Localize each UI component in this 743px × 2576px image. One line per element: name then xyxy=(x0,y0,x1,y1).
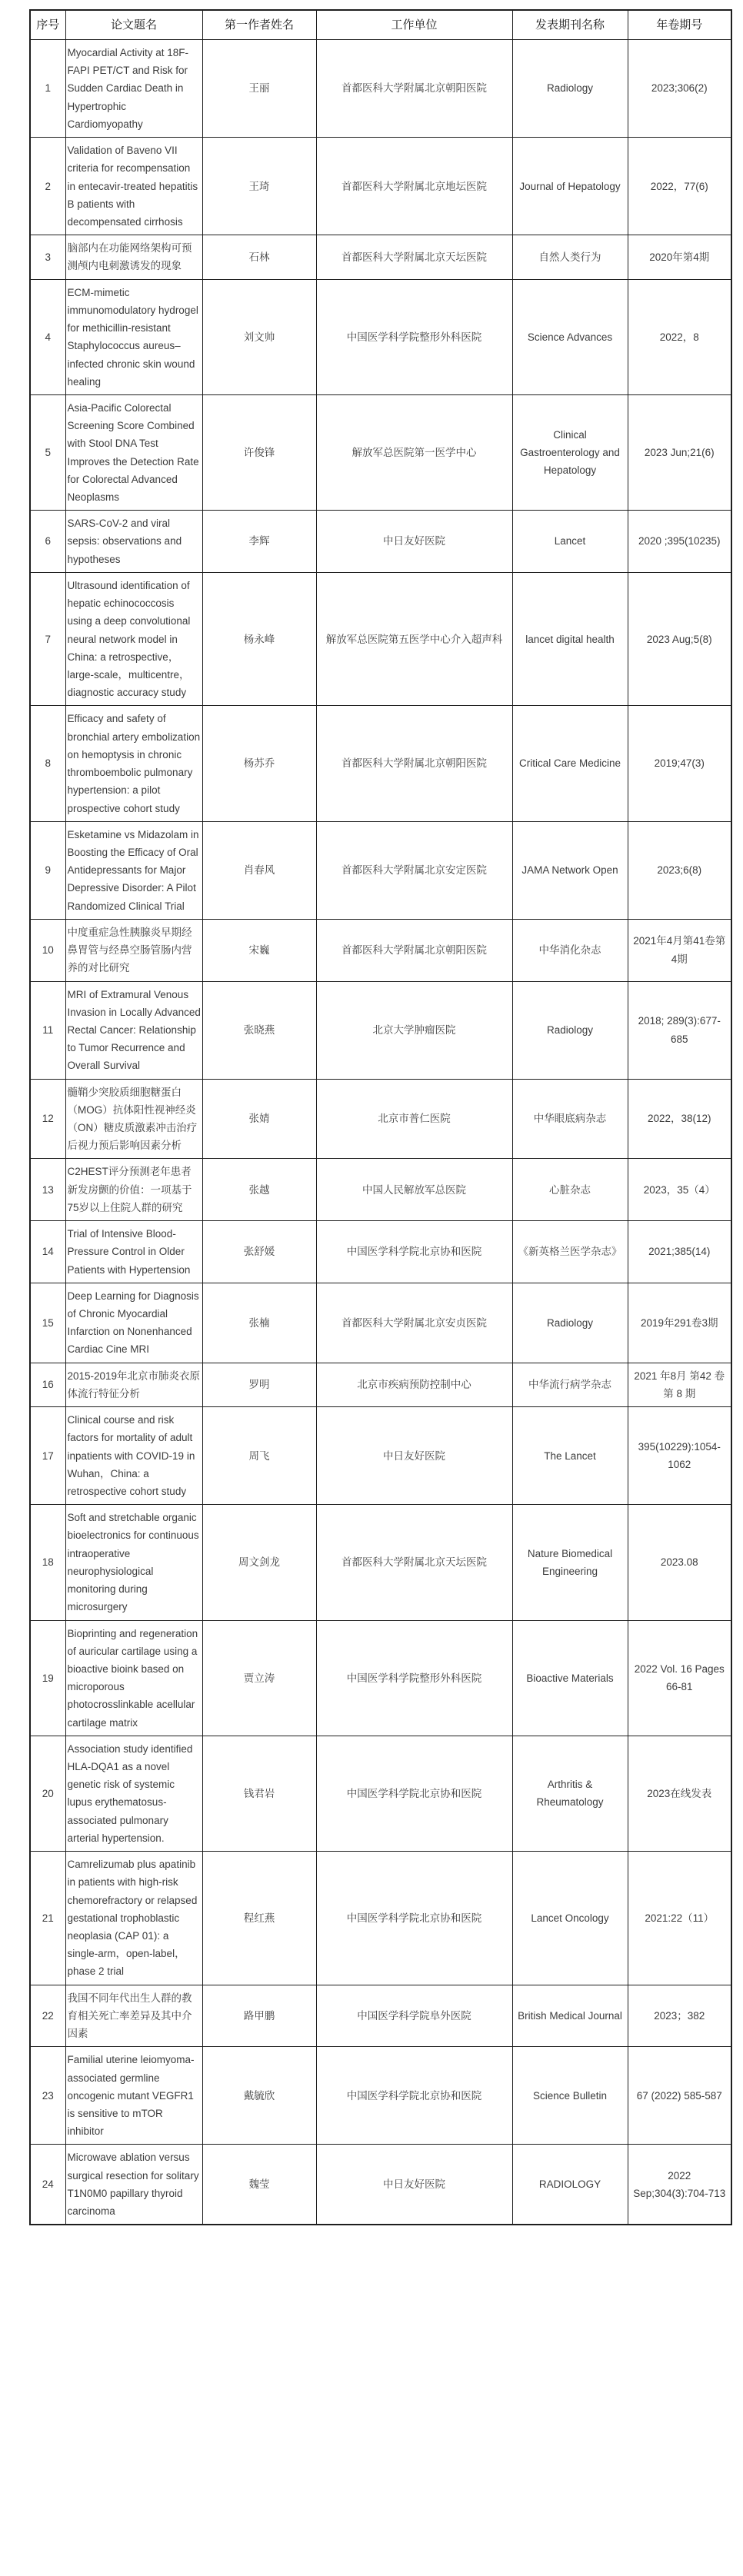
cell-journal: 心脏杂志 xyxy=(512,1159,628,1221)
cell-issue: 2019年291卷3期 xyxy=(628,1283,731,1363)
cell-journal: 中华眼底病杂志 xyxy=(512,1079,628,1159)
cell-affiliation: 首都医科大学附属北京朝阳医院 xyxy=(316,40,512,138)
cell-issue: 2023在线发表 xyxy=(628,1736,731,1851)
cell-journal: Lancet xyxy=(512,511,628,573)
cell-journal: JAMA Network Open xyxy=(512,821,628,919)
cell-issue: 2021;385(14) xyxy=(628,1221,731,1283)
cell-author: 杨苏乔 xyxy=(202,706,316,821)
cell-index: 8 xyxy=(30,706,65,821)
cell-index: 7 xyxy=(30,572,65,706)
cell-index: 17 xyxy=(30,1407,65,1505)
cell-journal: British Medical Journal xyxy=(512,1985,628,2047)
cell-index: 10 xyxy=(30,919,65,981)
cell-title: 中度重症急性胰腺炎早期经鼻胃管与经鼻空肠管肠内营养的对比研究 xyxy=(65,919,202,981)
cell-affiliation: 中日友好医院 xyxy=(316,2145,512,2225)
table-row xyxy=(30,279,731,394)
table-row xyxy=(30,1736,731,1851)
column-header: 序号 xyxy=(30,10,65,40)
cell-issue: 2023 Aug;5(8) xyxy=(628,572,731,706)
cell-index: 11 xyxy=(30,981,65,1079)
cell-journal: Journal of Hepatology xyxy=(512,138,628,235)
cell-issue: 2021:22（11） xyxy=(628,1852,731,1985)
column-header: 年卷期号 xyxy=(628,10,731,40)
cell-title: 脑部内在功能网络架构可预测颅内电刺激诱发的现象 xyxy=(65,235,202,279)
cell-author: 王丽 xyxy=(202,40,316,138)
cell-title: Familial uterine leiomyoma-associated germline oncogenic mutant VEGFR1 is sensitive to mTOR inhibitor xyxy=(65,2047,202,2145)
table-row xyxy=(30,572,731,706)
cell-title: Validation of Baveno VII criteria for recompensation in entecavir-treated hepatitis B patients with decompensated cirrhosis xyxy=(65,138,202,235)
cell-issue: 2019;47(3) xyxy=(628,706,731,821)
cell-author: 张楠 xyxy=(202,1283,316,1363)
cell-author: 钱君岩 xyxy=(202,1736,316,1851)
cell-affiliation: 北京大学肿瘤医院 xyxy=(316,981,512,1079)
cell-author: 戴毓欣 xyxy=(202,2047,316,2145)
table-row xyxy=(30,511,731,573)
cell-issue: 2021年4月第41卷第4期 xyxy=(628,919,731,981)
cell-author: 许俊锋 xyxy=(202,394,316,510)
cell-affiliation: 首都医科大学附属北京安定医院 xyxy=(316,821,512,919)
table-row xyxy=(30,1079,731,1159)
cell-index: 23 xyxy=(30,2047,65,2145)
cell-author: 王琦 xyxy=(202,138,316,235)
column-header: 工作单位 xyxy=(316,10,512,40)
cell-index: 12 xyxy=(30,1079,65,1159)
cell-issue: 2021 年8月 第42 卷第 8 期 xyxy=(628,1363,731,1406)
header-row xyxy=(30,10,731,40)
cell-title: C2HEST评分预测老年患者新发房颤的价值：一项基于75岁以上住院人群的研究 xyxy=(65,1159,202,1221)
cell-title: Microwave ablation versus surgical resection for solitary T1N0M0 papillary thyroid carcinoma xyxy=(65,2145,202,2225)
cell-journal: Science Advances xyxy=(512,279,628,394)
cell-issue: 2022，38(12) xyxy=(628,1079,731,1159)
cell-issue: 2018; 289(3):677-685 xyxy=(628,981,731,1079)
cell-affiliation: 中国医学科学院整形外科医院 xyxy=(316,1620,512,1736)
cell-index: 14 xyxy=(30,1221,65,1283)
cell-issue: 2022 Sep;304(3):704-713 xyxy=(628,2145,731,2225)
cell-issue: 2022，8 xyxy=(628,279,731,394)
cell-title: Bioprinting and regeneration of auricular cartilage using a bioactive bioink based on microporous photocrosslinkable acellular cartilage matrix xyxy=(65,1620,202,1736)
table-row xyxy=(30,138,731,235)
cell-journal: Nature Biomedical Engineering xyxy=(512,1505,628,1620)
cell-author: 张舒媛 xyxy=(202,1221,316,1283)
cell-title: SARS-CoV-2 and viral sepsis: observations and hypotheses xyxy=(65,511,202,573)
cell-title: 2015-2019年北京市肺炎衣原体流行特征分析 xyxy=(65,1363,202,1406)
table-row xyxy=(30,235,731,279)
cell-affiliation: 首都医科大学附属北京安贞医院 xyxy=(316,1283,512,1363)
cell-issue: 2023；382 xyxy=(628,1985,731,2047)
cell-author: 石林 xyxy=(202,235,316,279)
cell-author: 张越 xyxy=(202,1159,316,1221)
table-row xyxy=(30,706,731,821)
cell-author: 杨永峰 xyxy=(202,572,316,706)
cell-affiliation: 解放军总医院第五医学中心介入超声科 xyxy=(316,572,512,706)
cell-index: 24 xyxy=(30,2145,65,2225)
cell-author: 张晓燕 xyxy=(202,981,316,1079)
cell-affiliation: 中国医学科学院整形外科医院 xyxy=(316,279,512,394)
column-header: 第一作者姓名 xyxy=(202,10,316,40)
cell-author: 宋巍 xyxy=(202,919,316,981)
cell-journal: Radiology xyxy=(512,40,628,138)
cell-author: 周文剑龙 xyxy=(202,1505,316,1620)
table-row xyxy=(30,1283,731,1363)
cell-author: 周飞 xyxy=(202,1407,316,1505)
cell-issue: 395(10229):1054-1062 xyxy=(628,1407,731,1505)
cell-index: 2 xyxy=(30,138,65,235)
cell-affiliation: 中日友好医院 xyxy=(316,511,512,573)
cell-index: 15 xyxy=(30,1283,65,1363)
table-body xyxy=(30,40,731,2225)
cell-title: Esketamine vs Midazolam in Boosting the Efficacy of Oral Antidepressants for Major Depressive Disorder: A Pilot Randomized Clinical Trial xyxy=(65,821,202,919)
cell-affiliation: 解放军总医院第一医学中心 xyxy=(316,394,512,510)
cell-journal: RADIOLOGY xyxy=(512,2145,628,2225)
cell-issue: 2020 ;395(10235) xyxy=(628,511,731,573)
cell-title: 我国不同年代出生人群的教育相关死亡率差异及其中介因素 xyxy=(65,1985,202,2047)
cell-index: 4 xyxy=(30,279,65,394)
cell-journal: Radiology xyxy=(512,1283,628,1363)
cell-affiliation: 首都医科大学附属北京朝阳医院 xyxy=(316,919,512,981)
cell-author: 李辉 xyxy=(202,511,316,573)
cell-affiliation: 中国人民解放军总医院 xyxy=(316,1159,512,1221)
table-row xyxy=(30,1985,731,2047)
cell-issue: 2023;306(2) xyxy=(628,40,731,138)
cell-index: 5 xyxy=(30,394,65,510)
cell-journal: Bioactive Materials xyxy=(512,1620,628,1736)
cell-journal: Radiology xyxy=(512,981,628,1079)
cell-title: Clinical course and risk factors for mortality of adult inpatients with COVID-19 in Wuhan，China: a retrospective cohort study xyxy=(65,1407,202,1505)
cell-title: ECM-mimetic immunomodulatory hydrogel for methicillin-resistant Staphylococcus aureus–infected chronic skin wound healing xyxy=(65,279,202,394)
table-row xyxy=(30,919,731,981)
cell-index: 20 xyxy=(30,1736,65,1851)
table-row xyxy=(30,2047,731,2145)
cell-journal: 中华流行病学杂志 xyxy=(512,1363,628,1406)
table-row xyxy=(30,1363,731,1406)
table-row xyxy=(30,1407,731,1505)
cell-affiliation: 首都医科大学附属北京地坛医院 xyxy=(316,138,512,235)
cell-title: Deep Learning for Diagnosis of Chronic Myocardial Infarction on Nonenhanced Cardiac Cine MRI xyxy=(65,1283,202,1363)
cell-issue: 2022 Vol. 16 Pages 66-81 xyxy=(628,1620,731,1736)
papers-table xyxy=(29,9,732,2225)
cell-affiliation: 中国医学科学院北京协和医院 xyxy=(316,1736,512,1851)
table-row xyxy=(30,1852,731,1985)
cell-issue: 2023.08 xyxy=(628,1505,731,1620)
table-row xyxy=(30,821,731,919)
cell-affiliation: 中国医学科学院北京协和医院 xyxy=(316,1221,512,1283)
cell-journal: Lancet Oncology xyxy=(512,1852,628,1985)
cell-affiliation: 中日友好医院 xyxy=(316,1407,512,1505)
table-row xyxy=(30,1159,731,1221)
cell-index: 22 xyxy=(30,1985,65,2047)
cell-title: Efficacy and safety of bronchial artery embolization on hemoptysis in chronic thromboembolic pulmonary hypertension: a pilot prospective cohort study xyxy=(65,706,202,821)
cell-author: 罗明 xyxy=(202,1363,316,1406)
cell-author: 程红燕 xyxy=(202,1852,316,1985)
cell-index: 19 xyxy=(30,1620,65,1736)
cell-issue: 2023，35（4） xyxy=(628,1159,731,1221)
cell-title: Association study identified HLA-DQA1 as a novel genetic risk of systemic lupus erythematosus-associated pulmonary arterial hypertension. xyxy=(65,1736,202,1851)
table-row xyxy=(30,2145,731,2225)
cell-journal: 中华消化杂志 xyxy=(512,919,628,981)
cell-affiliation: 中国医学科学院北京协和医院 xyxy=(316,1852,512,1985)
table-row xyxy=(30,1221,731,1283)
cell-issue: 2022，77(6) xyxy=(628,138,731,235)
cell-journal: Clinical Gastroenterology and Hepatology xyxy=(512,394,628,510)
cell-issue: 2023;6(8) xyxy=(628,821,731,919)
cell-index: 18 xyxy=(30,1505,65,1620)
cell-author: 肖春风 xyxy=(202,821,316,919)
cell-index: 13 xyxy=(30,1159,65,1221)
cell-index: 16 xyxy=(30,1363,65,1406)
cell-affiliation: 中国医学科学院阜外医院 xyxy=(316,1985,512,2047)
cell-title: Camrelizumab plus apatinib in patients with high-risk chemorefractory or relapsed gestational trophoblastic neoplasia (CAP 01): a single-arm，open-label，phase 2 trial xyxy=(65,1852,202,1985)
cell-journal: 自然人类行为 xyxy=(512,235,628,279)
cell-affiliation: 首都医科大学附属北京天坛医院 xyxy=(316,235,512,279)
cell-title: MRI of Extramural Venous Invasion in Locally Advanced Rectal Cancer: Relationship to Tumor Recurrence and Overall Survival xyxy=(65,981,202,1079)
cell-index: 3 xyxy=(30,235,65,279)
cell-author: 路甲鹏 xyxy=(202,1985,316,2047)
column-header: 论文题名 xyxy=(65,10,202,40)
cell-title: Soft and stretchable organic bioelectronics for continuous intraoperative neurophysiological monitoring during microsurgery xyxy=(65,1505,202,1620)
cell-author: 魏莹 xyxy=(202,2145,316,2225)
cell-journal: Science Bulletin xyxy=(512,2047,628,2145)
cell-affiliation: 首都医科大学附属北京天坛医院 xyxy=(316,1505,512,1620)
cell-journal: Arthritis & Rheumatology xyxy=(512,1736,628,1851)
cell-journal: lancet digital health xyxy=(512,572,628,706)
cell-affiliation: 北京市疾病预防控制中心 xyxy=(316,1363,512,1406)
cell-index: 21 xyxy=(30,1852,65,1985)
cell-affiliation: 首都医科大学附属北京朝阳医院 xyxy=(316,706,512,821)
table-row xyxy=(30,981,731,1079)
cell-journal: Critical Care Medicine xyxy=(512,706,628,821)
cell-title: 髓鞘少突胶质细胞糖蛋白（MOG）抗体阳性视神经炎（ON）糖皮质激素冲击治疗后视力预后影响因素分析 xyxy=(65,1079,202,1159)
table-row xyxy=(30,394,731,510)
cell-author: 贾立涛 xyxy=(202,1620,316,1736)
cell-index: 6 xyxy=(30,511,65,573)
cell-affiliation: 中国医学科学院北京协和医院 xyxy=(316,2047,512,2145)
cell-journal: The Lancet xyxy=(512,1407,628,1505)
cell-title: Asia-Pacific Colorectal Screening Score Combined with Stool DNA Test Improves the Detection Rate for Colorectal Advanced Neoplasms xyxy=(65,394,202,510)
cell-journal: 《新英格兰医学杂志》 xyxy=(512,1221,628,1283)
cell-title: Ultrasound identification of hepatic echinococcosis using a deep convolutional neural network model in China: a retrospective，large-scale，multicentre，diagnostic accuracy study xyxy=(65,572,202,706)
column-header: 发表期刊名称 xyxy=(512,10,628,40)
table-row xyxy=(30,1505,731,1620)
cell-issue: 67 (2022) 585-587 xyxy=(628,2047,731,2145)
cell-issue: 2023 Jun;21(6) xyxy=(628,394,731,510)
table-row xyxy=(30,1620,731,1736)
cell-index: 1 xyxy=(30,40,65,138)
cell-affiliation: 北京市普仁医院 xyxy=(316,1079,512,1159)
cell-title: Myocardial Activity at 18F-FAPI PET/CT and Risk for Sudden Cardiac Death in Hypertrophic Cardiomyopathy xyxy=(65,40,202,138)
cell-index: 9 xyxy=(30,821,65,919)
cell-title: Trial of Intensive Blood-Pressure Control in Older Patients with Hypertension xyxy=(65,1221,202,1283)
table-row xyxy=(30,40,731,138)
cell-issue: 2020年第4期 xyxy=(628,235,731,279)
cell-author: 张婧 xyxy=(202,1079,316,1159)
cell-author: 刘文帅 xyxy=(202,279,316,394)
